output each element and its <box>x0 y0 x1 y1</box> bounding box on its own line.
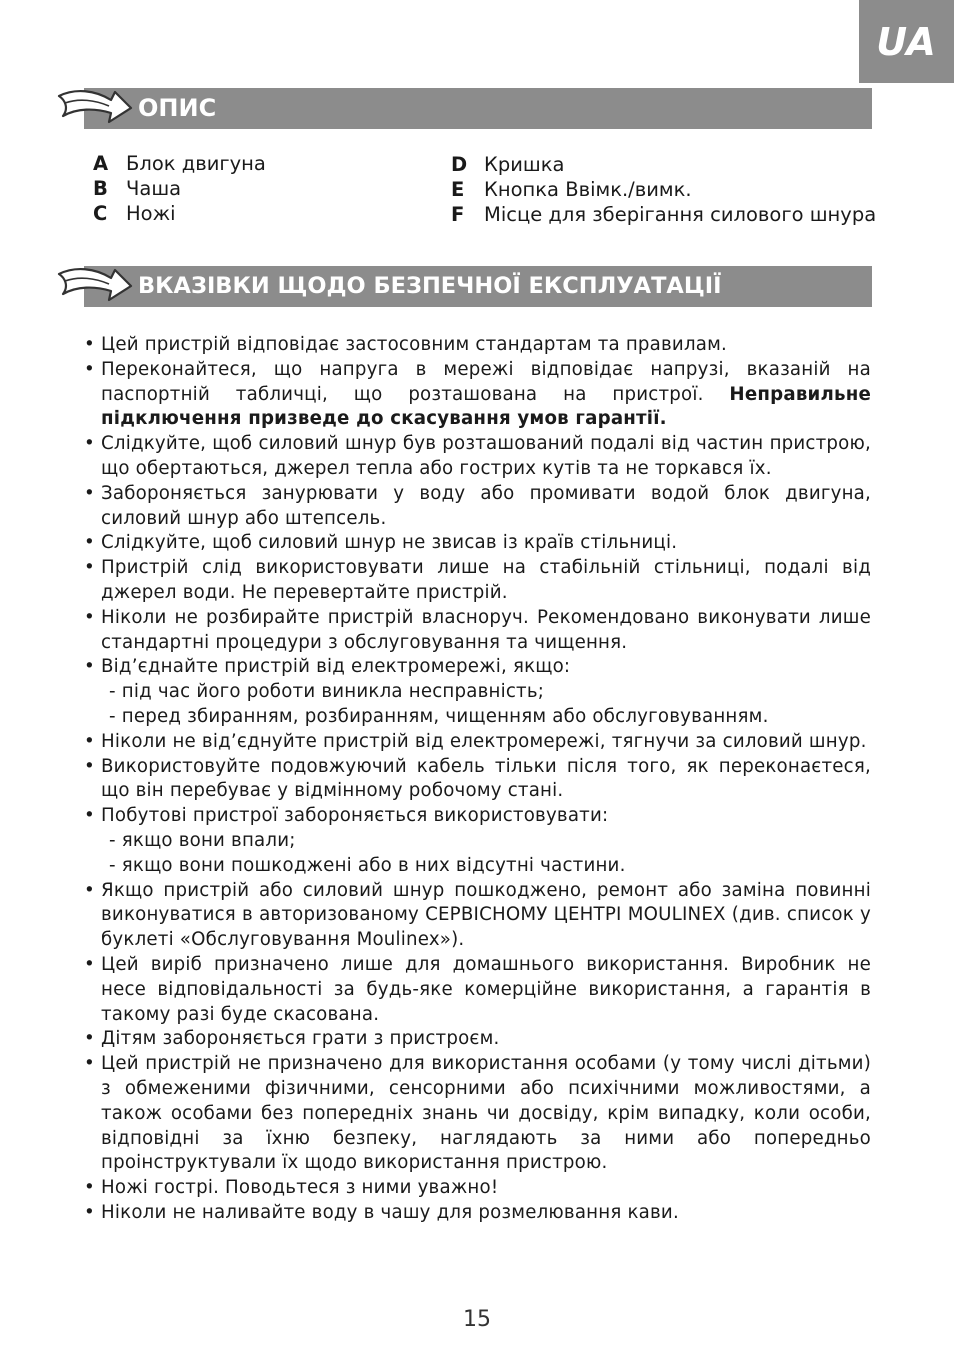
part-label: Ножі <box>126 202 176 225</box>
safety-item-text <box>101 1176 871 1201</box>
language-badge: UA <box>859 0 954 83</box>
safety-item-text <box>101 804 871 878</box>
safety-item-body: Побутові пристрої забороняється використовувати: <box>101 805 609 827</box>
part-letter: F <box>451 203 465 226</box>
safety-item-body: Ножі гострі. Поводьтеся з ними уважно! <box>101 1177 499 1199</box>
bullet-icon: • <box>84 879 95 901</box>
part-letter: B <box>93 177 108 200</box>
safety-item-body: Пристрій слід використовувати лише на стабільній стільниці, подалі від джерел води. Не перевертайте пристрій. <box>101 557 871 603</box>
bullet-icon: • <box>84 1201 95 1223</box>
safety-item-text <box>101 953 871 1027</box>
safety-item <box>84 953 871 1027</box>
safety-item <box>84 432 871 482</box>
safety-item <box>84 1176 871 1201</box>
part-label: Кнопка Ввімк./вимк. <box>484 178 692 201</box>
section-title-description: ОПИС <box>138 94 217 122</box>
bullet-icon: • <box>84 334 95 355</box>
part-letter: A <box>93 152 109 175</box>
safety-item-body: Цей пристрій відповідає застосовним стандартам та правилам. <box>101 334 728 355</box>
bullet-icon: • <box>84 1028 95 1050</box>
safety-item <box>84 1201 871 1226</box>
bullet-icon: • <box>84 1177 95 1199</box>
section-title-safety: ВКАЗІВКИ ЩОДО БЕЗПЕЧНОЇ ЕКСПЛУАТАЦІЇ <box>138 273 722 299</box>
part-letter: D <box>451 153 468 176</box>
safety-item-bold: Неправильне підключення призведе до скасування умов гарантії. <box>101 383 871 430</box>
bullet-icon: • <box>84 482 95 504</box>
safety-item-text <box>101 879 871 953</box>
safety-item-text <box>101 531 871 556</box>
part-label: Місце для зберігання силового шнура <box>484 203 877 226</box>
safety-item-body: Слідкуйте, щоб силовий шнур був розташований подалі від частин пристрою, що обертаються, джерел тепла або гострих кутів та не торкався їх. <box>101 433 871 479</box>
safety-item-text <box>101 432 871 482</box>
safety-item-text <box>101 1052 871 1176</box>
part-label: Кришка <box>484 153 565 176</box>
parts-list-left <box>93 151 266 226</box>
part-item <box>93 176 266 201</box>
safety-sub-item: - якщо вони впали; <box>109 829 296 851</box>
safety-item <box>84 531 871 556</box>
safety-item-body: Слідкуйте, щоб силовий шнур не звисав із країв стільниці. <box>101 532 678 554</box>
safety-item-body: Від’єднайте пристрій від електромережі, якщо: <box>101 656 571 678</box>
safety-item-body: Ніколи не наливайте воду в чашу для розмелювання кави. <box>101 1201 679 1223</box>
safety-item-text <box>101 730 871 755</box>
bullet-icon: • <box>84 433 95 455</box>
safety-item <box>84 1027 871 1052</box>
page-number: 15 <box>463 1307 491 1332</box>
safety-item-text <box>101 358 871 432</box>
safety-sub-item: - якщо вони пошкоджені або в них відсутні частини. <box>109 854 626 876</box>
safety-item-body: Якщо пристрій або силовий шнур пошкоджено, ремонт або заміна повинні виконуватися в авторизованому СЕРВІСНОМУ ЦЕНТРІ MOULINEX (див. список у буклеті «Обслуговування Moulinex»). <box>101 879 871 951</box>
safety-item <box>84 804 871 878</box>
safety-item <box>84 1052 871 1176</box>
bullet-icon: • <box>84 1053 95 1075</box>
part-label: Блок двигуна <box>126 152 266 175</box>
part-letter: C <box>93 202 108 225</box>
safety-item-body: Використовуйте подовжуючий кабель тільки після того, як переконаєтеся, що він перебуває у відмінному робочому стані. <box>101 755 871 802</box>
part-label: Чаша <box>126 177 182 200</box>
safety-item <box>84 482 871 532</box>
safety-sub-item: - під час його роботи виникла несправність; <box>109 681 545 703</box>
bullet-icon: • <box>84 656 95 678</box>
safety-item <box>84 358 871 432</box>
bullet-icon: • <box>84 358 95 380</box>
safety-item-text <box>101 1027 871 1052</box>
safety-item <box>84 606 871 656</box>
bullet-icon: • <box>84 805 95 827</box>
safety-item-text <box>101 606 871 656</box>
safety-item-body: Ніколи не розбирайте пристрій власноруч. Рекомендовано виконувати лише стандартні процедури з обслуговування та чищення. <box>101 606 871 653</box>
part-item <box>451 177 876 202</box>
bullet-icon: • <box>84 953 95 975</box>
safety-item <box>84 655 871 729</box>
parts-list-right <box>451 152 876 227</box>
bullet-icon: • <box>84 532 95 554</box>
safety-item-body: Цей пристрій не призначено для використання особами (у тому числі дітьми) з обмеженими фізичними, сенсорними або психічними можливостями, а також особами без попередніх знань чи досвіду, крім випадку, коли особи, відповідні за їхню безпеку, наглядають за ними або попередньо проінструктували їх щодо використання пристрою. <box>101 1053 871 1174</box>
safety-item-text <box>101 333 871 358</box>
arrow-icon <box>55 264 135 310</box>
safety-item-body: Дітям забороняється грати з пристроєм. <box>101 1028 500 1050</box>
bullet-icon: • <box>84 606 95 628</box>
safety-item <box>84 755 871 805</box>
safety-item-text <box>101 655 871 729</box>
arrow-icon <box>55 86 135 132</box>
safety-item-body: Ніколи не від’єднуйте пристрій від електромережі, тягнучи за силовий шнур. <box>101 730 867 752</box>
safety-item-text <box>101 755 871 805</box>
bullet-icon: • <box>84 557 95 579</box>
safety-sub-item: - перед збиранням, розбиранням, чищенням або обслуговуванням. <box>109 705 769 727</box>
safety-item <box>84 879 871 953</box>
safety-item <box>84 333 871 358</box>
safety-item <box>84 556 871 606</box>
part-letter: E <box>451 178 465 201</box>
safety-item-body: Переконайтеся, що напруга в мережі відповідає напрузі, вказаній на паспортній табличці, що розташована на пристрої. <box>101 358 871 405</box>
safety-item-text <box>101 482 871 532</box>
safety-list <box>84 333 871 1226</box>
safety-item <box>84 730 871 755</box>
safety-item-text <box>101 1201 871 1226</box>
safety-item-body: Забороняється занурювати у воду або промивати водой блок двигуна, силовий шнур або штепсель. <box>101 482 871 529</box>
part-item <box>93 151 266 176</box>
safety-item-text <box>101 556 871 606</box>
part-item <box>451 202 876 227</box>
part-item <box>93 201 266 226</box>
bullet-icon: • <box>84 730 95 752</box>
bullet-icon: • <box>84 755 95 777</box>
part-item <box>451 152 876 177</box>
safety-item-body: Цей виріб призначено лише для домашнього використання. Виробник не несе відповідальності за будь-яке комерційне використання, а гарантія в такому разі буде скасована. <box>101 953 871 1025</box>
